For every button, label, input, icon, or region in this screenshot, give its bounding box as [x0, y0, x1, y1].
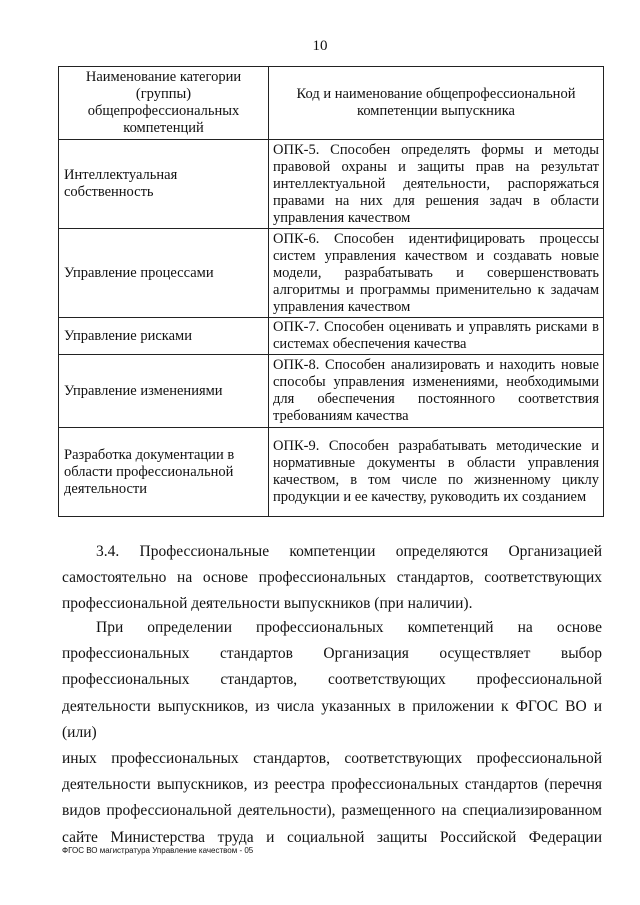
paragraph-professional-competencies: [62, 539, 602, 618]
competence-table: [58, 66, 604, 517]
text-line: иных профессиональных стандартов, соответствующих профессиональной: [62, 750, 602, 768]
competence-cell: ОПК-6. Способен идентифицировать процессы систем управления качеством и создавать новые модели, разрабатывать и совершенствовать алгоритмы и программы применительно к задачам управления качеством: [269, 229, 604, 318]
table-row: [59, 355, 604, 428]
text-line: профессиональных стандартов Организация осуществляет выбор: [62, 645, 602, 663]
category-cell: Разработка документации в области профессиональной деятельности: [59, 428, 269, 517]
text-line: деятельности выпускников, из числа указанных в приложении к ФГОС ВО и (или): [62, 697, 602, 741]
text-line: профессиональных стандартов, соответствующих профессиональной: [62, 671, 602, 689]
page-footer: ФГОС ВО магистратура Управление качеством - 05: [62, 846, 254, 855]
competence-cell: ОПК-7. Способен оценивать и управлять рисками в системах обеспечения качества: [269, 318, 604, 355]
table-row: [59, 140, 604, 229]
header-category: Наименование категории (группы) общепрофессиональных компетенций: [59, 67, 269, 140]
table-row: [59, 229, 604, 318]
table-header-row: [59, 67, 604, 140]
competence-cell: ОПК-9. Способен разрабатывать методические и нормативные документы в области управления качеством, в том числе по жизненному циклу продукции и ее качеству, руководить их созданием: [269, 428, 604, 517]
text-line: самостоятельно на основе профессиональных стандартов, соответствующих: [62, 569, 602, 587]
text-line: При определении профессиональных компетенций на основе: [96, 619, 602, 636]
category-cell: Управление процессами: [59, 229, 269, 318]
page-number: 10: [312, 38, 328, 54]
table-row: [59, 428, 604, 517]
paragraph-competency-selection: [62, 615, 602, 851]
text-line: сайте Министерства труда и социальной защиты Российской Федерации: [62, 828, 602, 846]
competence-cell: ОПК-5. Способен определять формы и методы правовой охраны и защиты прав на результат интеллектуальной деятельности, распоряжаться правами на них для решения задач в области управления качеством: [269, 140, 604, 229]
category-cell: Интеллектуальная собственность: [59, 140, 269, 229]
category-cell: Управление рисками: [59, 318, 269, 355]
text-line: профессиональной деятельности выпускников (при наличии).: [62, 595, 473, 613]
competence-cell: ОПК-8. Способен анализировать и находить новые способы управления изменениями, необходимыми для обеспечения постоянного соответствия требованиям качества: [269, 355, 604, 428]
text-line: видов профессиональной деятельности), размещенного на специализированном: [62, 802, 602, 820]
text-line: деятельности выпускников, из реестра профессиональных стандартов (перечня: [62, 776, 602, 794]
category-cell: Управление изменениями: [59, 355, 269, 428]
header-competence: Код и наименование общепрофессиональной компетенции выпускника: [269, 67, 604, 140]
table-row: [59, 318, 604, 355]
text-line: 3.4. Профессиональные компетенции определяются Организацией: [96, 543, 602, 560]
